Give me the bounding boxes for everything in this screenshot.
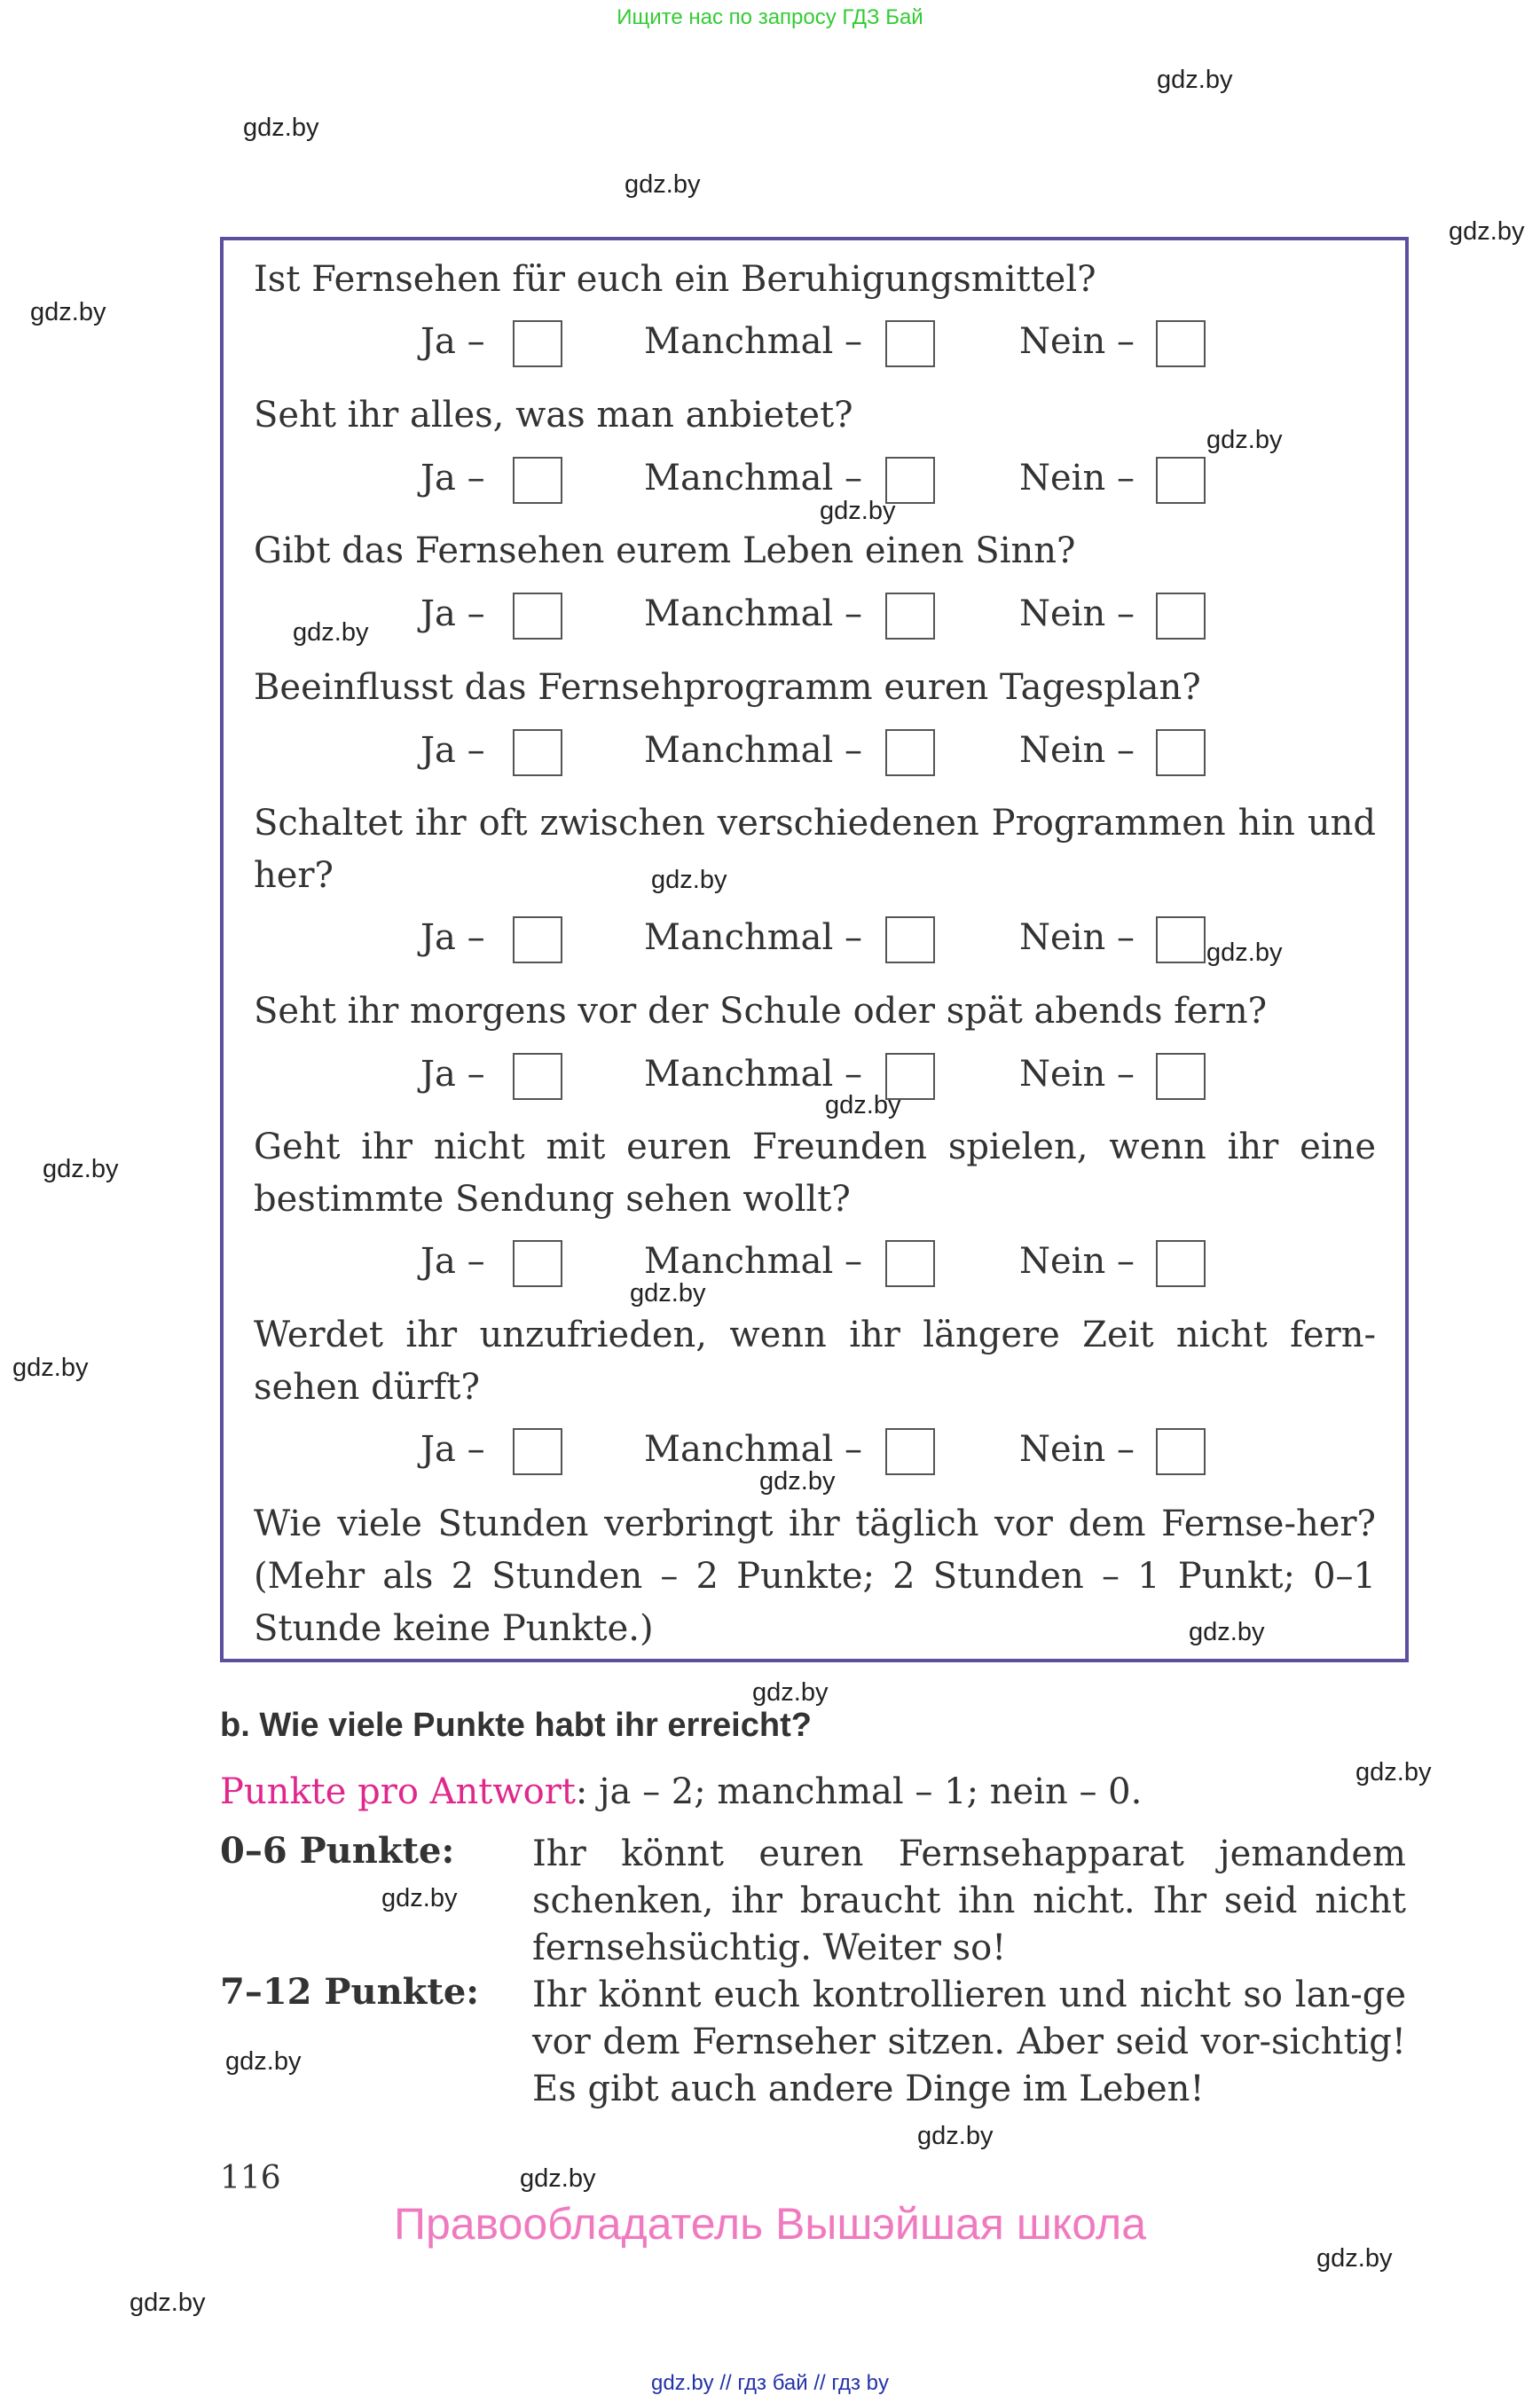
option-nein: Nein – — [1019, 321, 1135, 362]
watermark: gdz.by — [1157, 66, 1233, 94]
watermark: gdz.by — [43, 1155, 119, 1183]
result-text: Ihr könnt euren Fernsehapparat jemandem schenken, ihr braucht ihn nicht. Ihr seid nicht fernsehsüchtig. Weiter so! — [532, 1834, 1406, 1968]
checkbox-nein[interactable] — [1156, 1240, 1206, 1287]
watermark: gdz.by — [1189, 1618, 1265, 1646]
option-manchmal: Manchmal – — [644, 730, 863, 771]
option-nein: Nein – — [1019, 1429, 1135, 1470]
option-manchmal: Manchmal – — [644, 1241, 863, 1282]
question-2: Seht ihr alles, was man anbietet? — [254, 395, 853, 436]
option-manchmal: Manchmal – — [644, 917, 863, 958]
option-manchmal: Manchmal – — [644, 1429, 863, 1470]
watermark: gdz.by — [243, 114, 319, 142]
question-8: Werdet ihr unzufrieden, wenn ihr längere Zeit nicht fern-sehen dürft? — [254, 1315, 1376, 1408]
option-manchmal: Manchmal – — [644, 458, 863, 499]
watermark: gdz.by — [752, 1678, 829, 1707]
checkbox-ja[interactable] — [513, 457, 562, 504]
watermark: gdz.by — [225, 2047, 302, 2076]
result-text: Ihr könnt euch kontrollieren und nicht so lan-ge vor dem Fernseher sitzen. Aber seid vor-sichtig! Es gibt auch andere Dinge im Leben! — [532, 1975, 1406, 2109]
watermark: gdz.by — [130, 2289, 206, 2317]
top-banner: Ищите нас по запросу ГДЗ Бай — [617, 5, 923, 29]
option-ja: Ja – — [420, 1429, 485, 1470]
scoring-values: : ja – 2; manchmal – 1; nein – 0. — [575, 1771, 1143, 1812]
option-ja: Ja – — [420, 917, 485, 958]
checkbox-nein[interactable] — [1156, 457, 1206, 504]
checkbox-nein[interactable] — [1156, 1053, 1206, 1100]
result-range: 0–6 Punkte: — [220, 1830, 455, 1872]
option-ja: Ja – — [420, 1241, 485, 1282]
checkbox-manchmal[interactable] — [885, 1240, 935, 1287]
checkbox-ja[interactable] — [513, 320, 562, 367]
question-7: Geht ihr nicht mit euren Freunden spielen, wenn ihr eine bestimmte Sendung sehen wollt? — [254, 1127, 1376, 1220]
checkbox-manchmal[interactable] — [885, 729, 935, 776]
watermark: gdz.by — [825, 1091, 901, 1119]
question-9: Wie viele Stunden verbringt ihr täglich vor dem Fernse-her? (Mehr als 2 Stunden – 2 Punkte; 2 Stunden – 1 Punkt; 0–1 Stunde keine Punkte.) — [254, 1504, 1376, 1649]
watermark: gdz.by — [12, 1354, 89, 1382]
option-nein: Nein – — [1019, 593, 1135, 634]
watermark: gdz.by — [30, 298, 106, 326]
checkbox-ja[interactable] — [513, 916, 562, 963]
option-nein: Nein – — [1019, 458, 1135, 499]
scoring-label: Punkte pro Antwort — [220, 1771, 576, 1812]
watermark: gdz.by — [625, 170, 701, 199]
watermark: gdz.by — [759, 1467, 836, 1496]
option-ja: Ja – — [420, 593, 485, 634]
checkbox-ja[interactable] — [513, 1428, 562, 1475]
question-3: Gibt das Fernsehen eurem Leben einen Sinn? — [254, 530, 1076, 571]
result-range: 7–12 Punkte: — [220, 1971, 480, 2013]
checkbox-nein[interactable] — [1156, 916, 1206, 963]
scoring-line — [220, 1771, 1142, 1812]
checkbox-nein[interactable] — [1156, 320, 1206, 367]
checkbox-nein[interactable] — [1156, 729, 1206, 776]
question-1: Ist Fernsehen für euch ein Beruhigungsmittel? — [254, 259, 1096, 300]
option-manchmal: Manchmal – — [644, 593, 863, 634]
watermark: gdz.by — [520, 2164, 596, 2193]
page-number: 116 — [220, 2160, 281, 2196]
footer-links[interactable]: gdz.by // гдз бай // гдз by — [650, 2371, 890, 2395]
watermark: gdz.by — [630, 1279, 706, 1308]
option-nein: Nein – — [1019, 730, 1135, 771]
copyright-notice: Правообладатель Вышэйшая школа — [394, 2199, 1146, 2249]
question-5: Schaltet ihr oft zwischen verschiedenen Programmen hin und her? — [254, 803, 1376, 896]
option-nein: Nein – — [1019, 1054, 1135, 1095]
watermark: gdz.by — [1316, 2244, 1393, 2273]
checkbox-nein[interactable] — [1156, 593, 1206, 640]
watermark: gdz.by — [1206, 426, 1283, 454]
option-manchmal: Manchmal – — [644, 321, 863, 362]
checkbox-nein[interactable] — [1156, 1428, 1206, 1475]
watermark: gdz.by — [293, 618, 369, 647]
checkbox-ja[interactable] — [513, 729, 562, 776]
watermark: gdz.by — [651, 866, 727, 894]
option-ja: Ja – — [420, 1054, 485, 1095]
option-ja: Ja – — [420, 321, 485, 362]
checkbox-ja[interactable] — [513, 1053, 562, 1100]
checkbox-manchmal[interactable] — [885, 320, 935, 367]
option-ja: Ja – — [420, 458, 485, 499]
watermark: gdz.by — [381, 1884, 458, 1912]
checkbox-manchmal[interactable] — [885, 593, 935, 640]
section-b-heading: b. Wie viele Punkte habt ihr erreicht? — [220, 1707, 812, 1744]
question-6: Seht ihr morgens vor der Schule oder spät abends fern? — [254, 991, 1268, 1032]
option-manchmal: Manchmal – — [644, 1054, 863, 1095]
checkbox-ja[interactable] — [513, 593, 562, 640]
option-ja: Ja – — [420, 730, 485, 771]
checkbox-manchmal[interactable] — [885, 1428, 935, 1475]
checkbox-manchmal[interactable] — [885, 916, 935, 963]
watermark: gdz.by — [1206, 938, 1283, 967]
watermark: gdz.by — [1355, 1758, 1432, 1787]
option-nein: Nein – — [1019, 1241, 1135, 1282]
option-nein: Nein – — [1019, 917, 1135, 958]
checkbox-ja[interactable] — [513, 1240, 562, 1287]
watermark: gdz.by — [1449, 217, 1525, 246]
watermark: gdz.by — [820, 497, 896, 525]
watermark: gdz.by — [917, 2122, 994, 2150]
question-4: Beeinflusst das Fernsehprogramm euren Tagesplan? — [254, 667, 1201, 708]
